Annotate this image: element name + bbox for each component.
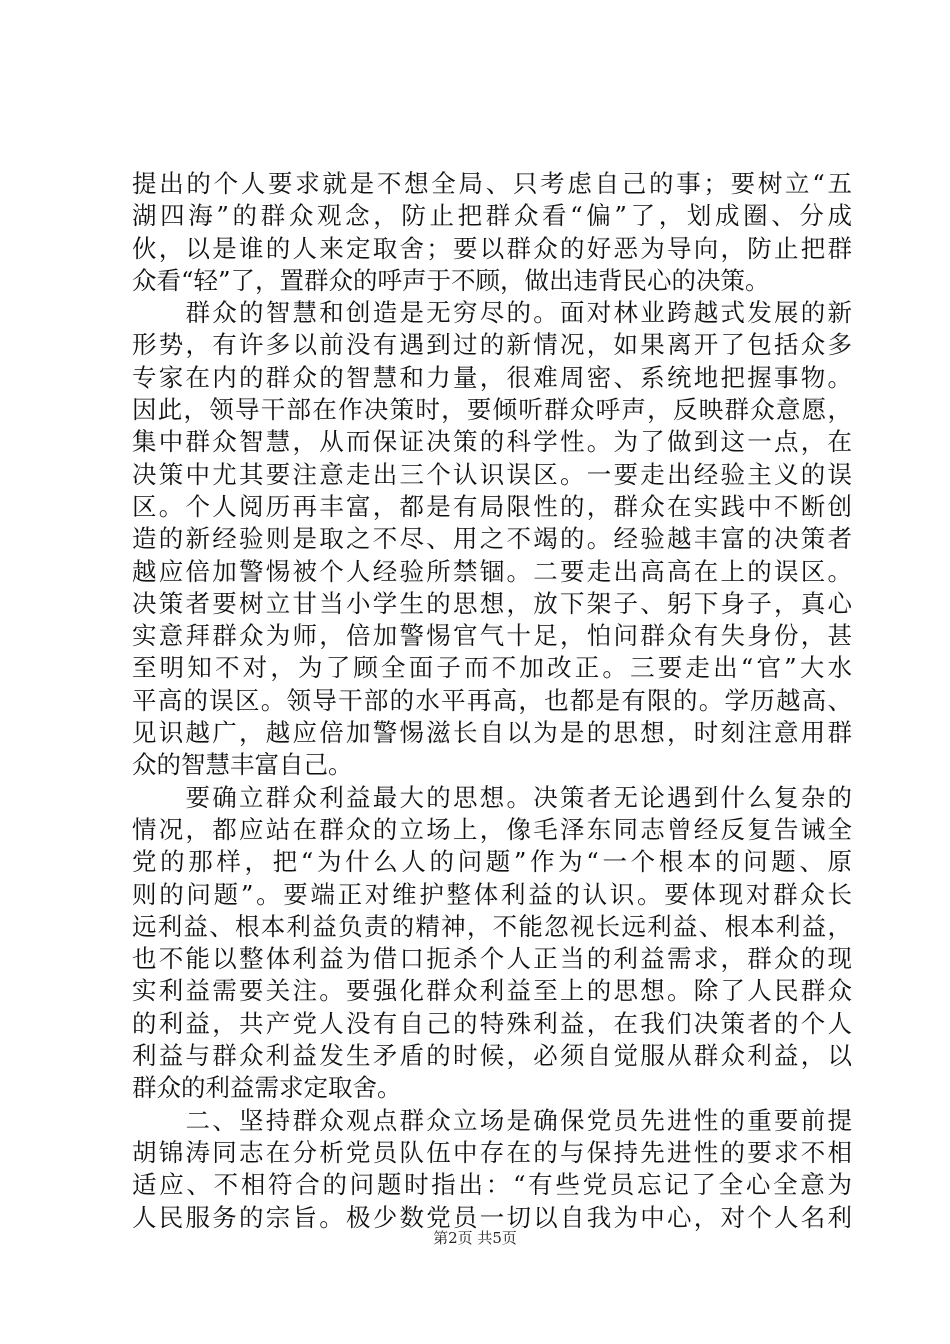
text-line: 专家在内的群众的智慧和力量，很难周密、系统地把握事物。 <box>132 362 852 392</box>
text-line: 集中群众智慧，从而保证决策的科学性。为了做到这一点，在 <box>132 427 852 457</box>
text-line: 人民服务的宗旨。极少数党员一切以自我为中心，对个人名利 <box>132 1202 852 1232</box>
text-line: 区。个人阅历再丰富，都是有局限性的，群众在实践中不断创 <box>132 491 852 521</box>
text-line: 因此，领导干部在作决策时，要倾听群众呼声，反映群众意愿， <box>132 395 852 425</box>
text-line: 众看“轻”了，置群众的呼声于不顾，做出违背民心的决策。 <box>132 265 770 295</box>
text-line: 决策者要树立甘当小学生的思想，放下架子、躬下身子，真心 <box>132 588 852 618</box>
text-line: 见识越广，越应倍加警惕滋长自以为是的思想，时刻注意用群 <box>132 718 852 748</box>
text-line: 远利益、根本利益负责的精神，不能忽视长远利益、根本利益， <box>132 911 852 941</box>
text-line: 情况，都应站在群众的立场上，像毛泽东同志曾经反复告诫全 <box>132 814 852 844</box>
text-line: 实利益需要关注。要强化群众利益至上的思想。除了人民群众 <box>132 976 852 1006</box>
text-line: 党的那样，把“为什么人的问题”作为“一个根本的问题、原 <box>132 847 852 877</box>
page-footer: 第2页 共5页 <box>433 1229 517 1247</box>
text-line: 越应倍加警惕被个人经验所禁锢。二要走出高高在上的误区。 <box>132 556 852 586</box>
text-line: 群众的利益需求定取舍。 <box>132 1073 402 1103</box>
text-line: 平高的误区。领导干部的水平再高，也都是有限的。学历越高、 <box>132 685 852 715</box>
text-line: 二、坚持群众观点群众立场是确保党员先进性的重要前提 <box>132 1105 852 1135</box>
text-line: 众的智慧丰富自己。 <box>132 750 353 780</box>
text-line: 利益与群众利益发生矛盾的时候，必须自觉服从群众利益，以 <box>132 1041 852 1071</box>
text-line: 伙，以是谁的人来定取舍；要以群众的好恶为导向，防止把群 <box>132 233 852 263</box>
body-text <box>132 168 852 1234</box>
text-line: 则的问题”。要端正对维护整体利益的认识。要体现对群众长 <box>132 879 852 909</box>
text-line: 决策中尤其要注意走出三个认识误区。一要走出经验主义的误 <box>132 459 852 489</box>
text-line: 至明知不对，为了顾全面子而不加改正。三要走出“官”大水 <box>132 653 852 683</box>
text-line: 的利益，共产党人没有自己的特殊利益，在我们决策者的个人 <box>132 1008 852 1038</box>
text-line: 胡锦涛同志在分析党员队伍中存在的与保持先进性的要求不相 <box>132 1137 852 1167</box>
text-line: 造的新经验则是取之不尽、用之不竭的。经验越丰富的决策者 <box>132 524 852 554</box>
text-line: 形势，有许多以前没有遇到过的新情况，如果离开了包括众多 <box>132 330 852 360</box>
text-line: 要确立群众利益最大的思想。决策者无论遇到什么复杂的 <box>132 782 852 812</box>
text-line: 也不能以整体利益为借口扼杀个人正当的利益需求，群众的现 <box>132 944 852 974</box>
text-line: 群众的智慧和创造是无穷尽的。面对林业跨越式发展的新 <box>132 298 852 328</box>
text-line: 实意拜群众为师，倍加警惕官气十足，怕问群众有失身份，甚 <box>132 621 852 651</box>
text-line: 湖四海”的群众观念，防止把群众看“偏”了，划成圈、分成 <box>132 201 852 231</box>
text-line: 提出的个人要求就是不想全局、只考虑自己的事；要树立“五 <box>132 169 852 198</box>
text-line: 适应、不相符合的问题时指出：“有些党员忘记了全心全意为 <box>132 1170 852 1200</box>
